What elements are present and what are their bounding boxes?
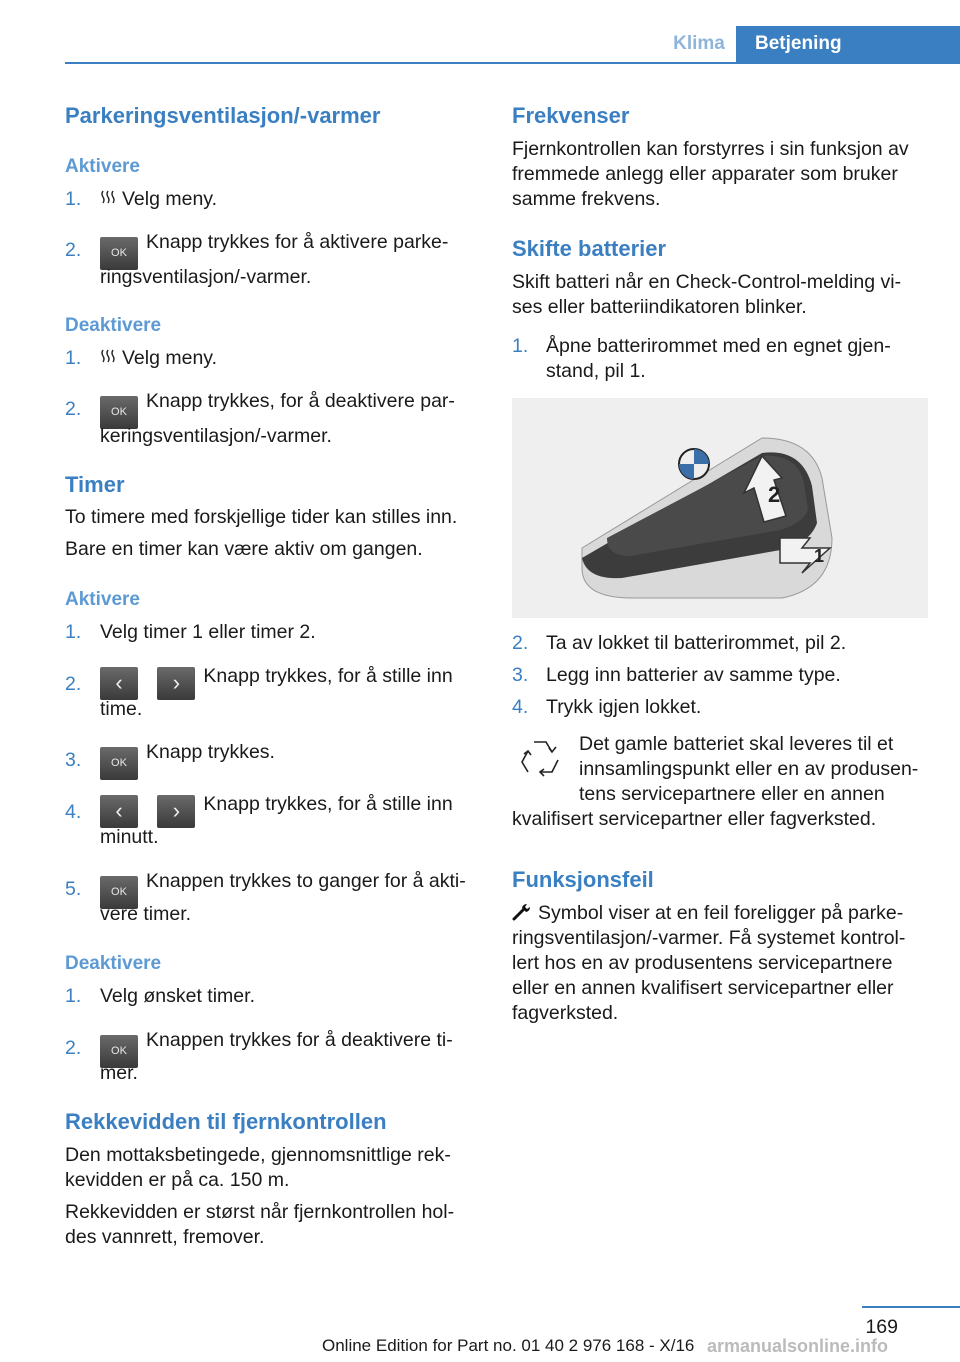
step-text: ‹ › Knapp trykkes, for å stille inn: [100, 792, 453, 828]
paragraph: lert hos en av produsentens servicepartnere: [512, 952, 893, 974]
header-rule: [65, 62, 960, 64]
paragraph: Bare en timer kan være aktiv om gangen.: [65, 538, 423, 560]
subheading-activate: Aktivere: [65, 156, 140, 177]
step-text-continued: mer.: [100, 1062, 138, 1084]
step-text: Åpne batterirommet med en egnet gjen-: [546, 335, 891, 357]
step-text-continued: time.: [100, 698, 143, 720]
step-text-continued: stand, pil 1.: [546, 360, 646, 382]
heater-icon: [100, 189, 116, 207]
step-number: 5.: [65, 878, 82, 900]
footer-rule: [862, 1306, 960, 1308]
subheading-deactivate: Deaktivere: [65, 315, 162, 336]
step-number: 1.: [65, 347, 82, 369]
paragraph: Skift batteri når en Check-Control-melding vi-: [512, 271, 902, 293]
paragraph: Den mottaksbetingede, gjennomsnittlige rek-: [65, 1144, 451, 1166]
section-title-timer: Timer: [65, 472, 125, 497]
heater-icon: [100, 348, 116, 366]
step-text: ‹ › Knapp trykkes, for å stille inn: [100, 664, 453, 700]
paragraph: Rekkevidden er størst når fjernkontrollen hol-: [65, 1201, 455, 1223]
paragraph: des vannrett, fremover.: [65, 1226, 265, 1248]
step-text: OK Knapp trykkes for å aktivere parke-: [100, 230, 448, 270]
arrow-label-2: 2: [768, 482, 781, 507]
key-fob-illustration: [512, 398, 928, 618]
arrow-left-button-icon: ‹: [100, 795, 138, 828]
step-text: Velg meny.: [100, 346, 217, 371]
paragraph: samme frekvens.: [512, 188, 661, 210]
arrow-left-button-icon: ‹: [100, 667, 138, 700]
subheading-activate: Aktivere: [65, 589, 140, 610]
paragraph: ses eller batteriindikatoren blinker.: [512, 296, 807, 318]
section-title-parking-ventilation: Parkeringsventilasjon/-varmer: [65, 103, 381, 128]
ok-button-icon: OK: [100, 1035, 138, 1068]
step-text: Legg inn batterier av samme type.: [546, 664, 841, 686]
arrow-right-button-icon: ›: [157, 667, 195, 700]
step-number: 2.: [512, 632, 529, 654]
header-tab-klima[interactable]: Klima: [673, 33, 725, 54]
paragraph: Symbol viser at en feil foreligger på parke-: [512, 901, 903, 926]
page-number: 169: [865, 1316, 898, 1338]
watermark: armanualsonline.info: [707, 1336, 889, 1356]
step-text: Trykk igjen lokket.: [546, 696, 702, 718]
arrow-right-button-icon: ›: [157, 795, 195, 828]
step-text: Ta av lokket til batterirommet, pil 2.: [546, 632, 847, 654]
step-text: Velg timer 1 eller timer 2.: [100, 621, 316, 643]
wrench-icon: [512, 903, 532, 921]
step-text: OK Knapp trykkes.: [100, 740, 275, 780]
paragraph: fagverksted.: [512, 1002, 619, 1024]
recycle-icon: [514, 734, 566, 786]
section-title-frequencies: Frekvenser: [512, 103, 630, 128]
ok-button-icon: OK: [100, 237, 138, 270]
subheading-deactivate: Deaktivere: [65, 953, 162, 974]
note-text: innsamlingspunkt eller en av produsen-: [579, 758, 919, 780]
step-number: 1.: [65, 188, 82, 210]
step-number: 3.: [512, 664, 529, 686]
arrow-label-1: 1: [814, 546, 825, 566]
step-text: Velg meny.: [100, 187, 217, 212]
paragraph: To timere med forskjellige tider kan stilles inn.: [65, 506, 458, 528]
step-number: 4.: [512, 696, 529, 718]
note-text: kvalifisert servicepartner eller fagverksted.: [512, 808, 877, 830]
ok-button-icon: OK: [100, 396, 138, 429]
step-text: Velg ønsket timer.: [100, 985, 255, 1007]
step-text: OK Knapp trykkes, for å deaktivere par-: [100, 389, 455, 429]
note-text: tens servicepartnere eller en annen: [579, 783, 885, 805]
ok-button-icon: OK: [100, 876, 138, 909]
paragraph: Fjernkontrollen kan forstyrres i sin funksjon av: [512, 138, 909, 160]
step-number: 2.: [65, 239, 82, 261]
step-number: 2.: [65, 673, 82, 695]
section-title-malfunction: Funksjonsfeil: [512, 867, 654, 892]
ok-button-icon: OK: [100, 747, 138, 780]
step-text: OK Knappen trykkes to ganger for å akti-: [100, 869, 466, 909]
step-number: 2.: [65, 398, 82, 420]
section-title-range: Rekkevidden til fjernkontrollen: [65, 1109, 387, 1134]
step-text-continued: vere timer.: [100, 903, 192, 925]
paragraph: eller en annen kvalifisert servicepartner eller: [512, 977, 894, 999]
step-text-continued: keringsventilasjon/-varmer.: [100, 425, 332, 447]
step-number: 1.: [512, 335, 529, 357]
step-text-continued: minutt.: [100, 826, 159, 848]
paragraph: ringsventilasjon/-varmer. Få systemet kontrol-: [512, 927, 906, 949]
note-text: Det gamle batteriet skal leveres til et: [579, 733, 894, 755]
step-number: 3.: [65, 749, 82, 771]
step-number: 2.: [65, 1037, 82, 1059]
step-number: 1.: [65, 621, 82, 643]
step-text: OK Knappen trykkes for å deaktivere ti-: [100, 1028, 453, 1068]
paragraph: fremmede anlegg eller apparater som bruker: [512, 163, 898, 185]
paragraph: kevidden er på ca. 150 m.: [65, 1169, 290, 1191]
section-title-battery: Skifte batterier: [512, 236, 667, 261]
step-number: 1.: [65, 985, 82, 1007]
step-text-continued: ringsventilasjon/-varmer.: [100, 266, 312, 288]
step-number: 4.: [65, 801, 82, 823]
header-tab-betjening[interactable]: Betjening: [736, 26, 960, 62]
footer-edition-text: Online Edition for Part no. 01 40 2 976 168 - X/16: [322, 1336, 695, 1355]
